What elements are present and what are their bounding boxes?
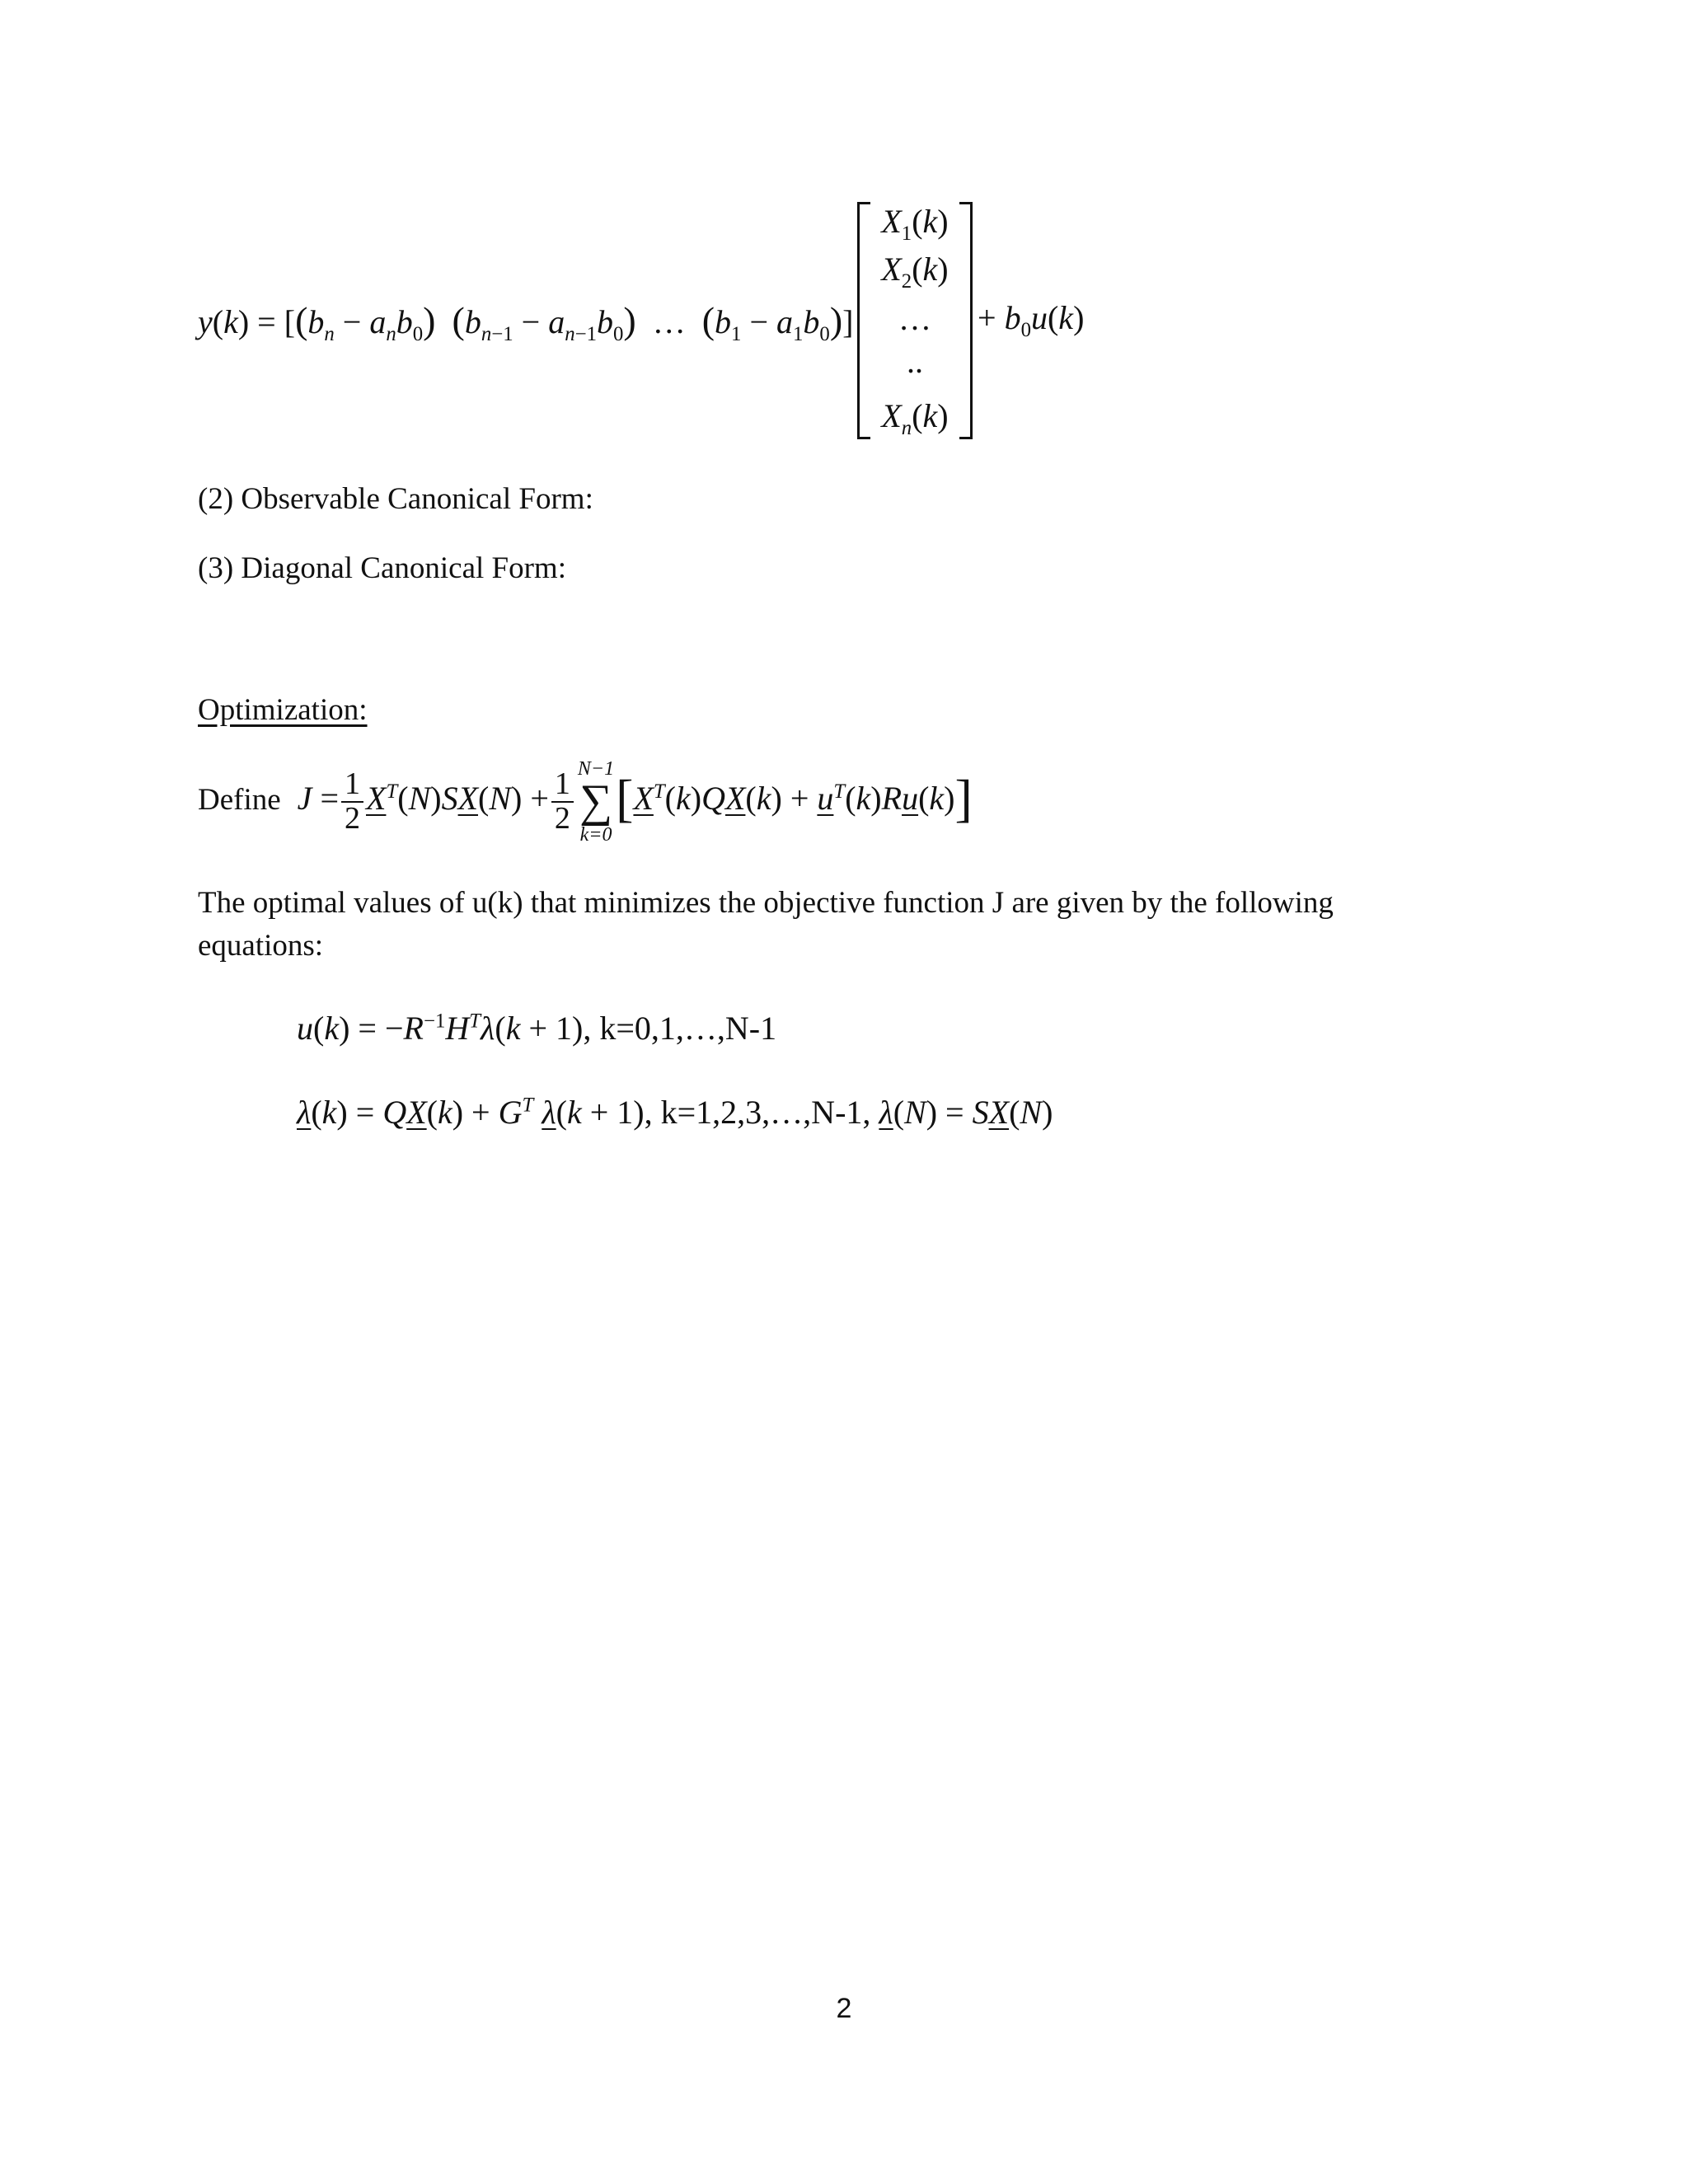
output-equation: $y(k) = [(b_n - a_nb_0) (b_{n-1} - a_{n-1}b_0)$ … $(b_1 - a_1b_0)$] (198, 299, 854, 345)
define-label: Define (198, 783, 281, 818)
paragraph-line-2: equations: (198, 929, 324, 963)
cost-function: Define J = $\frac{1}{2}$ $X^T(N)SX(N)$ + $\frac{1}{2}$ N−1 ∑ k=0 $[X^T(k)QX(k) + u^T(k)Ru(k)]$ (198, 758, 973, 846)
diagonal-canonical-form: (3) Diagonal Canonical Form: (198, 551, 566, 585)
paragraph-line-1: The optimal values of u(k) that minimizes the objective function J are given by the following (198, 886, 1334, 920)
control-law-range: , k=0,1,…,N-1 (583, 1010, 777, 1047)
page-number: 2 (836, 1993, 852, 2024)
optimization-heading: Optimization: (198, 693, 368, 727)
state-vector: $X_1(k)$ $X_2(k)$ … .. $X_n(k)$ (857, 202, 973, 441)
costate-range: , k=1,2,3,…,N-1, (644, 1094, 879, 1131)
costate-equation: $\lambda(k) = QX(k) + G^T$ λ(k + 1), k=1,2,3,…,N-1, λ(N) = SX(N) (297, 1094, 1053, 1131)
output-equation-tail: + $b_0u(k)$ (978, 299, 1085, 341)
control-law-equation: $u(k) = -R^{-1}H^T\lambda(k + 1)$, k=0,1,…,N-1 (297, 1010, 777, 1047)
observable-canonical-form: (2) Observable Canonical Form: (198, 482, 593, 516)
